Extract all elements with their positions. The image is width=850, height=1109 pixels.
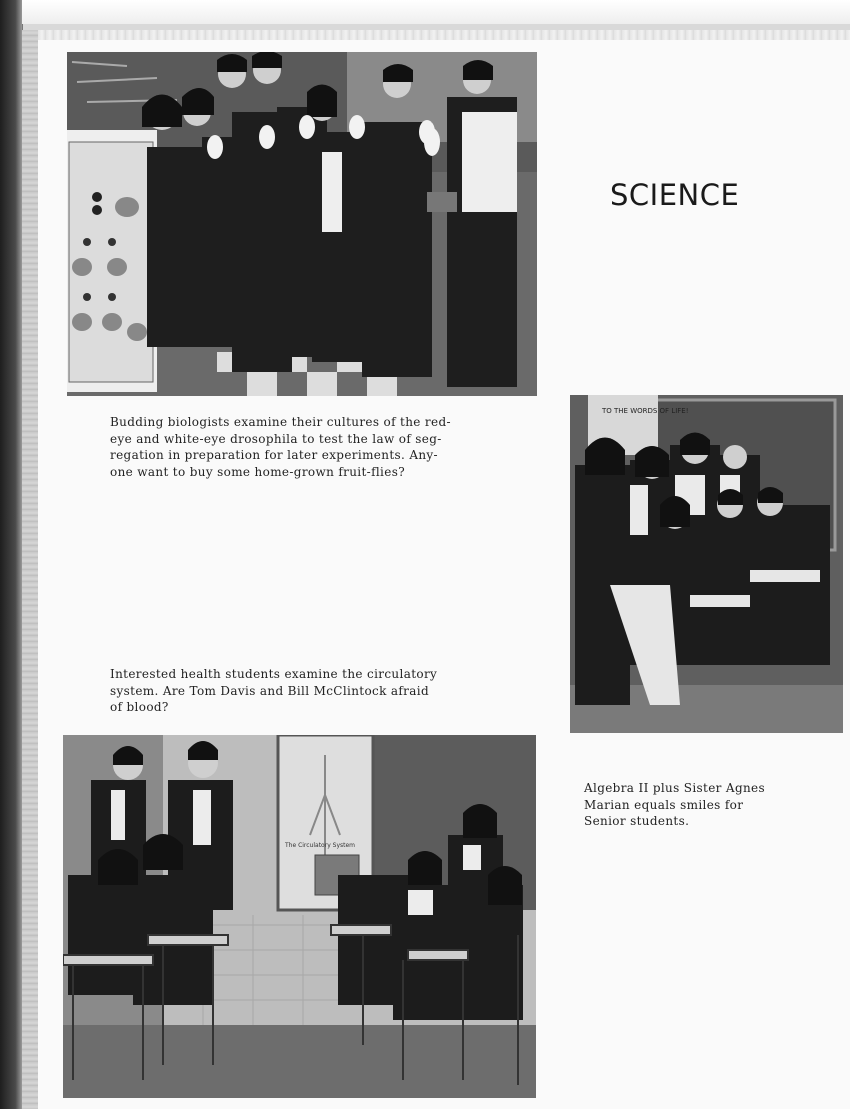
biology-photo xyxy=(67,52,537,396)
caption-line: eye and white-eye drosophila to test the law of seg- xyxy=(110,431,442,446)
caption-line: Algebra II plus Sister Agnes xyxy=(584,781,766,795)
algebra-photo xyxy=(570,395,843,733)
page-title: SCIENCE xyxy=(610,178,740,212)
caption-line: system. Are Tom Davis and Bill McClintock afraid xyxy=(110,683,429,698)
algebra-caption xyxy=(584,780,765,830)
poster-sign-text: TO THE WORDS OF LIFE! xyxy=(602,407,689,415)
page-shadow-left xyxy=(0,0,22,1109)
chart-sign-text: The Circulatory System xyxy=(285,842,356,849)
caption-line: Marian equals smiles for xyxy=(584,797,744,812)
health-caption xyxy=(110,666,437,716)
caption-line: Budding biologists examine their cultures of the red- xyxy=(110,415,451,429)
caption-line: Senior students. xyxy=(584,814,690,828)
caption-line: regation in preparation for later experiments. Any- xyxy=(110,448,438,462)
biology-caption xyxy=(110,414,451,480)
caption-line: of blood? xyxy=(110,700,169,714)
caption-line: Interested health students examine the circulatory xyxy=(110,667,438,681)
health-photo xyxy=(63,735,536,1098)
caption-line: one want to buy some home-grown fruit-flies? xyxy=(110,464,405,479)
